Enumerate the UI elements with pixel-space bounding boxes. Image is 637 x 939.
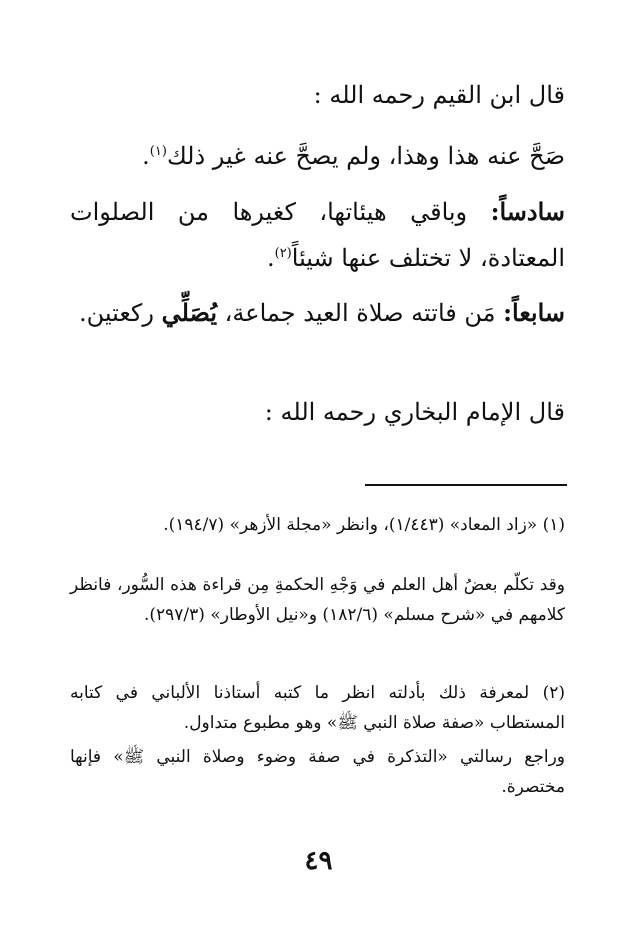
footnote-ref-1: (١) xyxy=(149,144,167,159)
paragraph-sixth xyxy=(70,189,565,281)
footnote-2-continuation xyxy=(70,742,565,802)
footnote-1-continuation xyxy=(70,570,565,630)
seventh-rest: ركعتين. xyxy=(78,299,162,327)
ibn-qayyim-heading xyxy=(70,72,565,118)
paragraph-authenticity-text: صَحَّ عنه هذا وهذا، ولم يصحَّ عنه غير ذلك xyxy=(166,142,565,170)
footnote-divider xyxy=(365,484,567,486)
sixth-label: سادساً: xyxy=(490,197,565,226)
footnote-1-continuation-text: وقد تكلّم بعضُ أهل العلم في وَجْهِ الحكمةِ مِن قراءة هذه السُّور، فانظر كلامهم في «شرح مسلم» (١٨٢/٦) و«نيل الأوطار» (٢٩٧/٣). xyxy=(70,575,565,625)
paragraph-seventh xyxy=(70,290,565,336)
sixth-end: . xyxy=(266,244,275,272)
bukhari-heading xyxy=(70,389,565,435)
seventh-label: سابعاً: xyxy=(503,298,565,327)
footnote-2-continuation-text: وراجع رسالتي «التذكرة في صفة وضوء وصلاة النبي ﷺ» فإنها مختصرة. xyxy=(70,747,565,797)
seventh-text: مَن فاتته صلاة العيد جماعة، xyxy=(217,299,504,327)
ibn-qayyim-heading-text: قال ابن القيم رحمه الله : xyxy=(313,81,565,109)
footnote-ref-2: (٢) xyxy=(274,246,292,261)
sixth-text: وباقي هيئاتها، كغيرها من الصلوات المعتادة، لا تختلف عنها شيئاً xyxy=(70,198,565,272)
seventh-bold-word: يُصَلِّي xyxy=(161,298,218,327)
footnote-1-text: (١) «زاد المعاد» (١/٤٤٣)، وانظر «مجلة الأزهر» (١٩٤/٧). xyxy=(163,515,565,535)
footnote-2 xyxy=(70,678,565,738)
paragraph-authenticity xyxy=(70,133,565,179)
page-number: ٤٩ xyxy=(304,846,333,876)
bukhari-heading-text: قال الإمام البخاري رحمه الله : xyxy=(264,398,565,426)
footnote-2-text: (٢) لمعرفة ذلك بأدلته انظر ما كتبه أستاذنا الألباني في كتابه المستطاب «صفة صلاة النبي ﷺ» وهو مطبوع متداول. xyxy=(70,683,565,733)
paragraph-authenticity-end: . xyxy=(142,142,150,170)
footnote-1 xyxy=(70,510,565,540)
